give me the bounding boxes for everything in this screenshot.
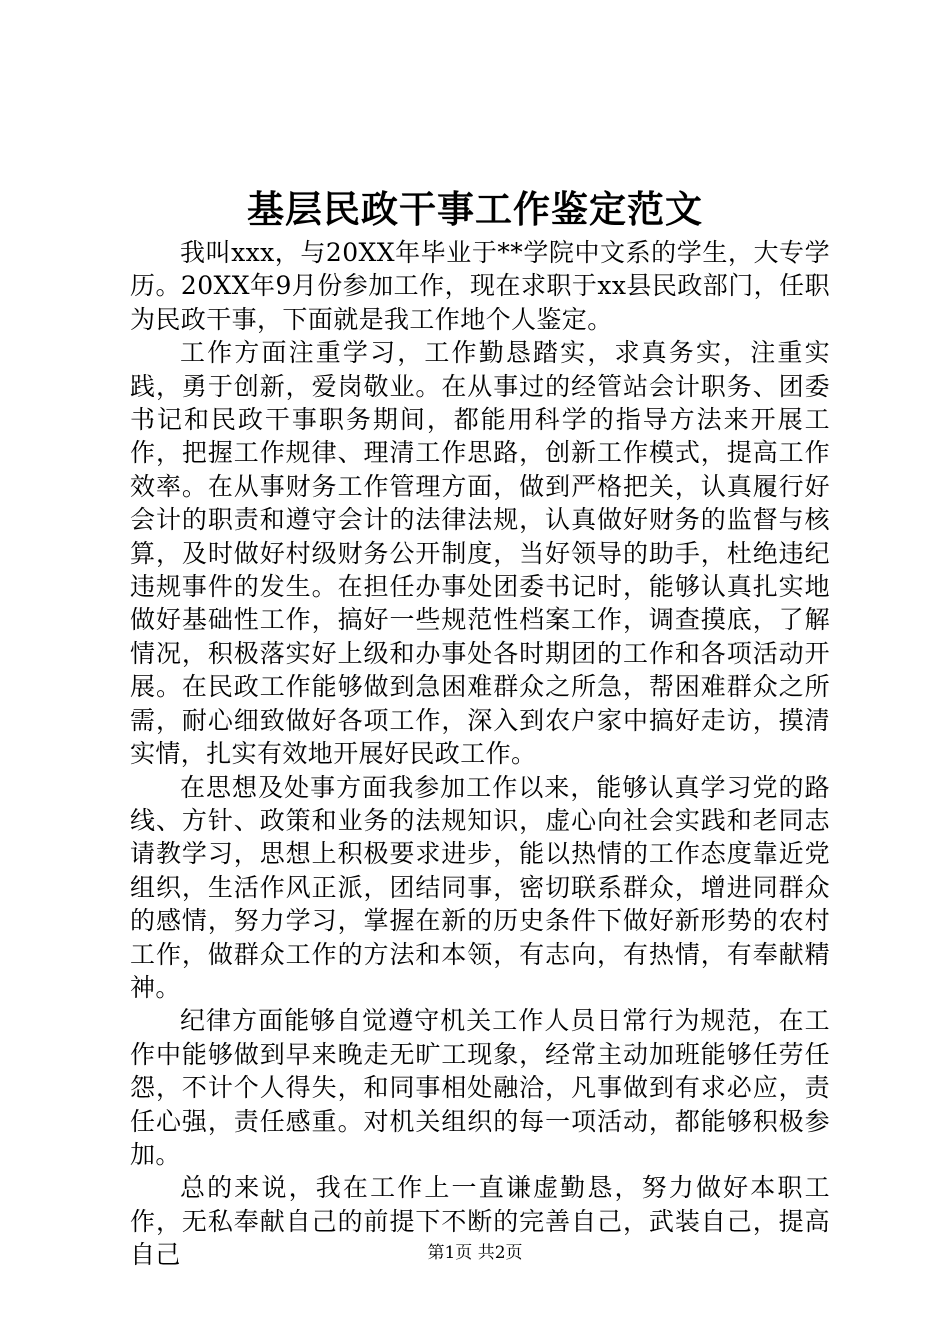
paragraph-intro: 我叫xxx，与20XX年毕业于**学院中文系的学生，大专学历。20XX年9月份参加工作，现在求职于xx县民政部门，任职为民政干事，下面就是我工作地个人鉴定。 bbox=[130, 238, 830, 334]
paragraph-work: 工作方面注重学习，工作勤恳踏实，求真务实，注重实践，勇于创新，爱岗敬业。在从事过的经管站会计职务、团委书记和民政干事职务期间，都能用科学的指导方法来开展工作，把握工作规律、理清工作思路，创新工作模式，提高工作效率。在从事财务工作管理方面，做到严格把关，认真履行好会计的职责和遵守会计的法律法规，认真做好财务的监督与核算，及时做好村级财务公开制度，当好领导的助手，杜绝违纪违规事件的发生。在担任办事处团委书记时，能够认真扎实地做好基础性工作，搞好一些规范性档案工作，调查摸底，了解情况，积极落实好上级和办事处各时期团的工作和各项活动开展。在民政工作能够做到急困难群众之所急，帮困难群众之所需，耐心细致做好各项工作，深入到农户家中搞好走访，摸清实情，扎实有效地开展好民政工作。 bbox=[130, 338, 830, 769]
paragraph-thought: 在思想及处事方面我参加工作以来，能够认真学习党的路线、方针、政策和业务的法规知识，虚心向社会实践和老同志请教学习，思想上积极要求进步，能以热情的工作态度靠近党组织，生活作风正派，团结同事，密切联系群众，增进同群众的感情，努力学习，掌握在新的历史条件下做好新形势的农村工作，做群众工作的方法和本领，有志向，有热情，有奉献精神。 bbox=[130, 772, 830, 1002]
page-number-footer: 第1页 共2页 bbox=[427, 1243, 523, 1263]
paragraph-discipline: 纪律方面能够自觉遵守机关工作人员日常行为规范，在工作中能够做到早来晚走无旷工现象，经常主动加班能够任劳任怨，不计个人得失，和同事相处融洽，凡事做到有求必应，责任心强，责任感重。对机关组织的每一项活动，都能够积极参加。 bbox=[130, 1006, 830, 1169]
document-body bbox=[130, 236, 830, 1272]
document-title: 基层民政干事工作鉴定范文 bbox=[247, 187, 703, 231]
paragraph-summary: 总的来说，我在工作上一直谦虚勤恳，努力做好本职工作，无私奉献自己的前提下不断的完善自己，武装自己，提高自己 bbox=[130, 1173, 830, 1270]
